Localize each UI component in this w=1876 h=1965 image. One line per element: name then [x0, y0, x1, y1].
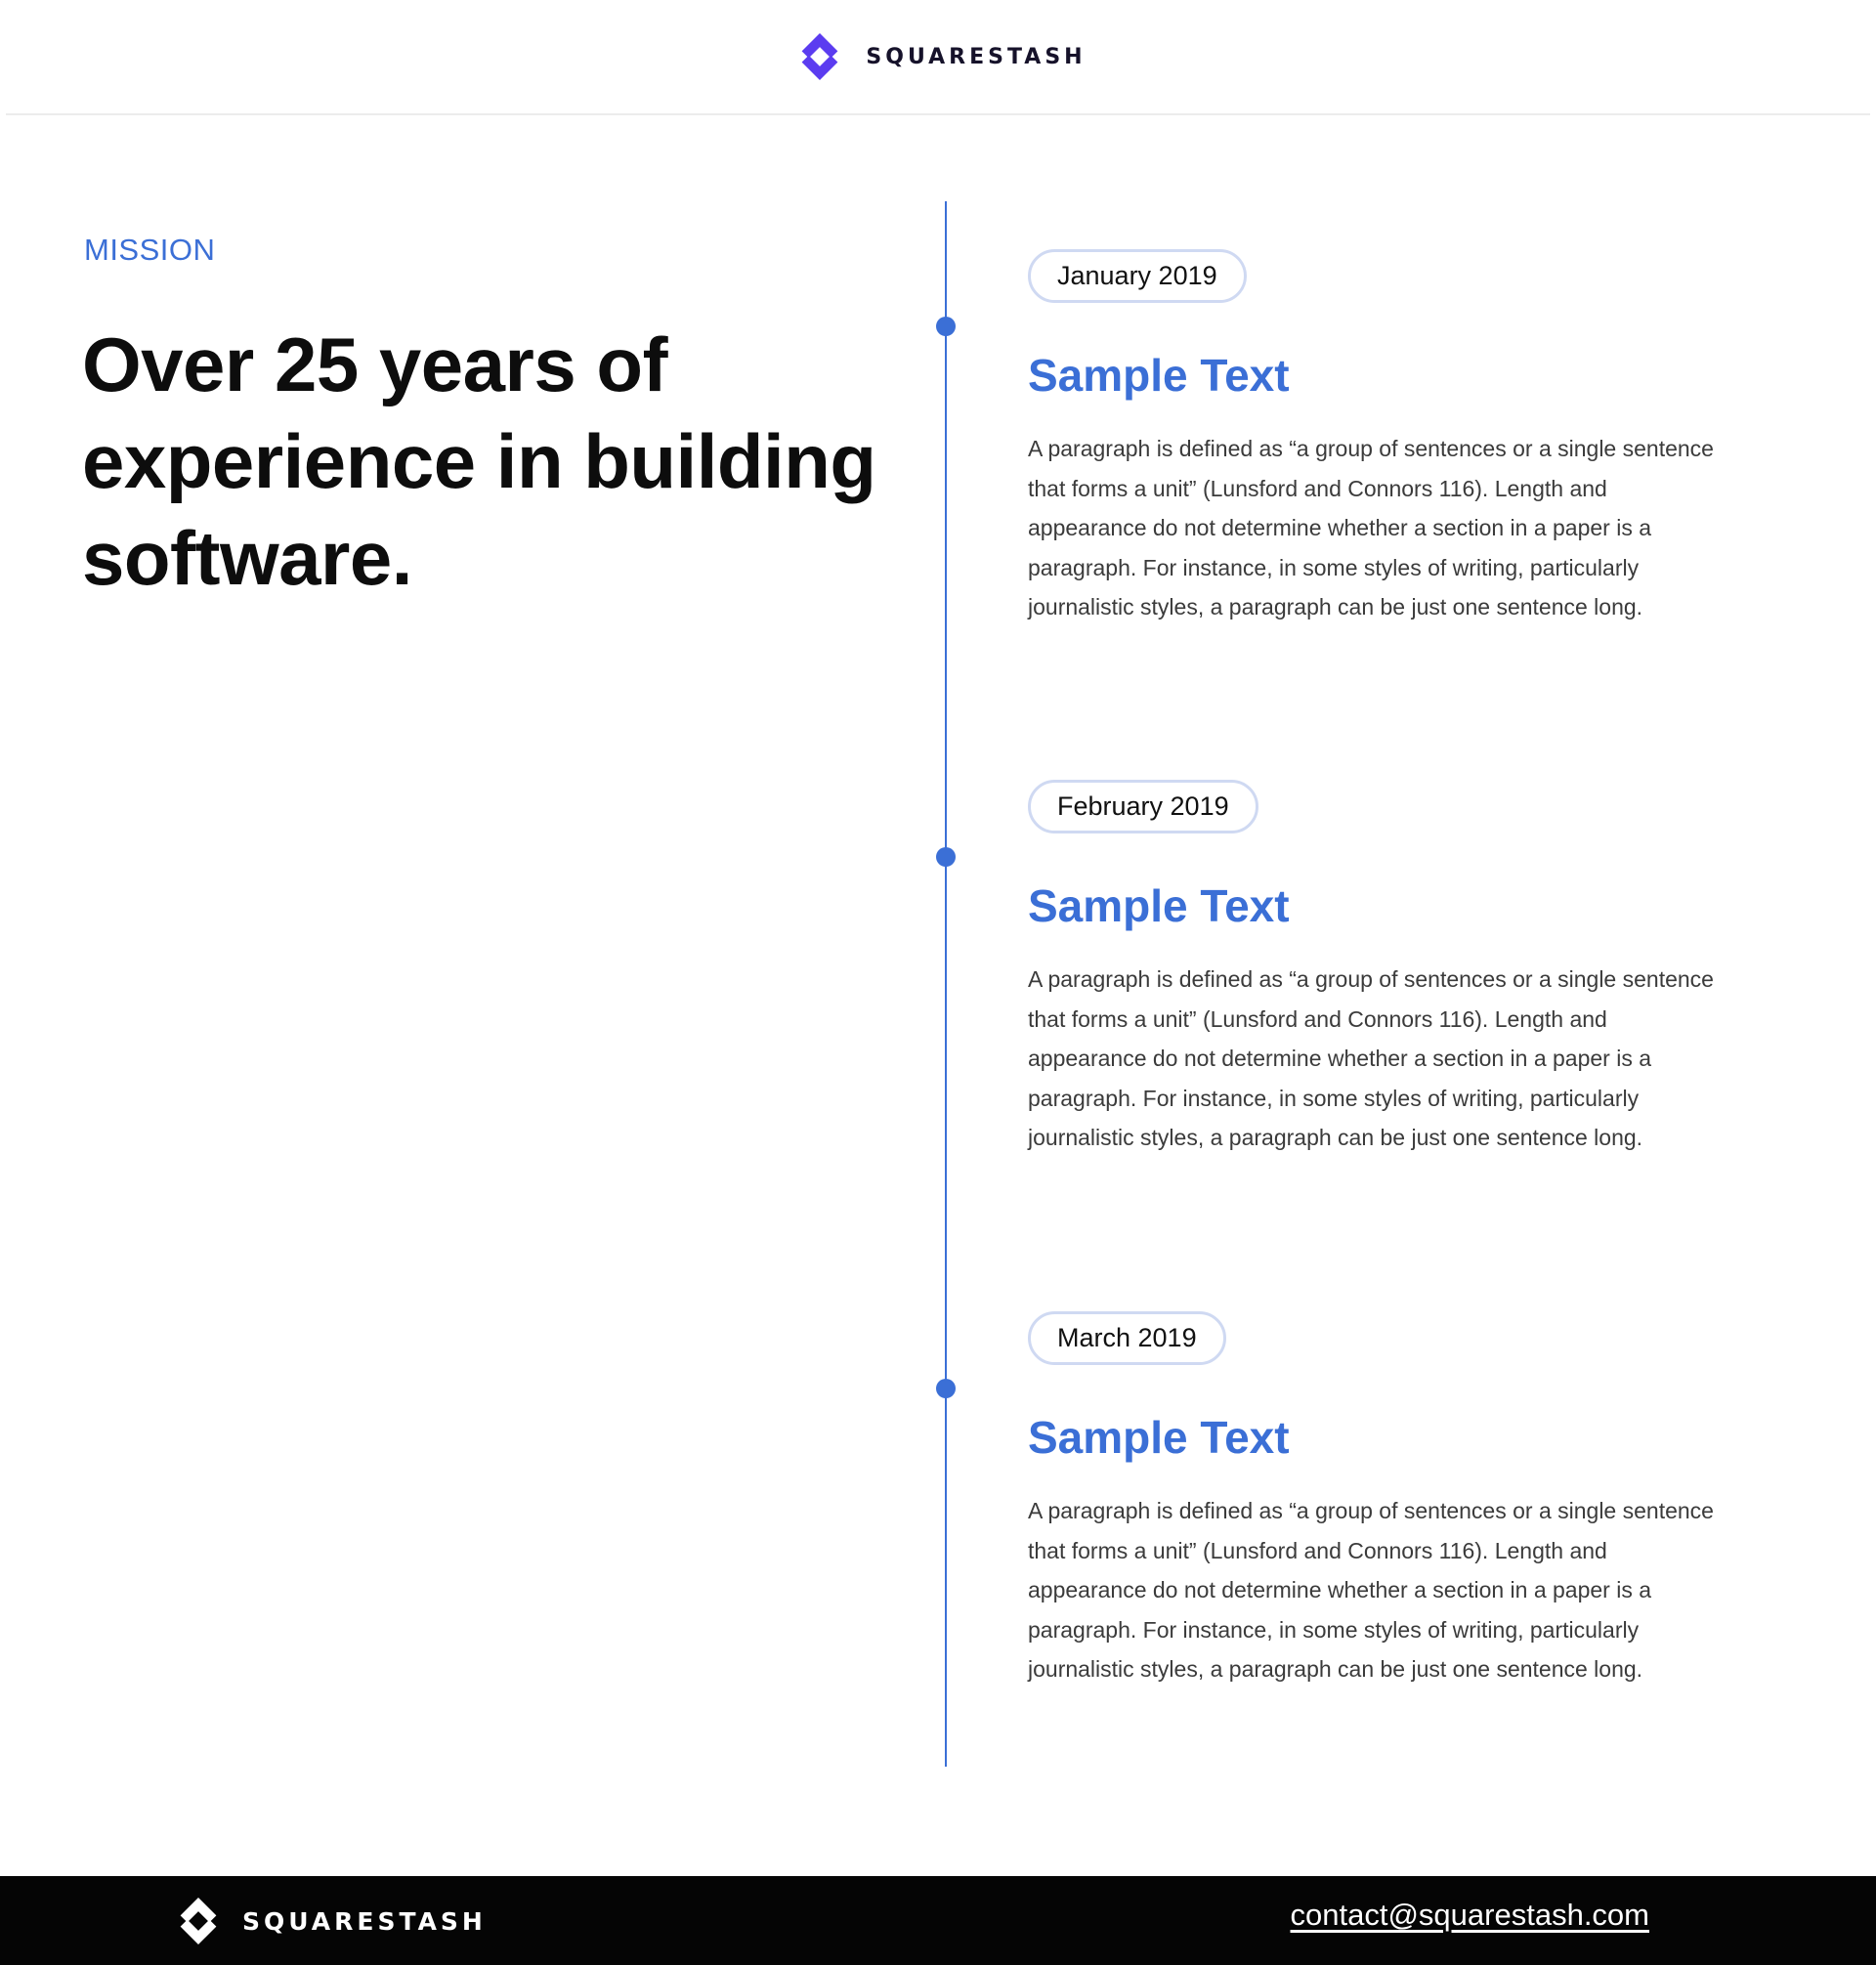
- timeline-event: [1028, 249, 1731, 627]
- event-body: A paragraph is defined as “a group of sentences or a single sentence that forms a unit” (Lunsford and Connors 116). Length and appearance do not determine whether a section in a paper is a paragraph. For instance, in some styles of writing, particularly journalistic styles, a paragraph can be just one sentence long.: [1028, 966, 1714, 1151]
- site-footer: [0, 1876, 1876, 1965]
- timeline-dot: [936, 1379, 956, 1398]
- header-brand[interactable]: [789, 26, 1086, 87]
- contact-email-link[interactable]: contact@squarestash.com: [1290, 1898, 1649, 1932]
- event-date-badge: January 2019: [1028, 249, 1247, 303]
- event-date-badge: February 2019: [1028, 780, 1258, 833]
- brand-name: SQUARESTASH: [866, 44, 1087, 69]
- event-title: Sample Text: [1028, 350, 1290, 401]
- section-label: MISSION: [84, 233, 216, 267]
- timeline-line: [945, 201, 947, 1767]
- timeline-dot: [936, 317, 956, 336]
- timeline-event: [1028, 780, 1731, 1158]
- event-body: A paragraph is defined as “a group of sentences or a single sentence that forms a unit” (Lunsford and Connors 116). Length and appearance do not determine whether a section in a paper is a paragraph. For instance, in some styles of writing, particularly journalistic styles, a paragraph can be just one sentence long.: [1028, 1498, 1714, 1683]
- timeline-event: [1028, 1311, 1731, 1689]
- event-date-badge: March 2019: [1028, 1311, 1226, 1365]
- site-header: [6, 0, 1870, 115]
- event-title: Sample Text: [1028, 880, 1290, 931]
- squarestash-logo-icon: [789, 26, 850, 87]
- squarestash-logo-icon: [168, 1891, 229, 1951]
- footer-brand[interactable]: [168, 1891, 487, 1951]
- event-body: A paragraph is defined as “a group of sentences or a single sentence that forms a unit” (Lunsford and Connors 116). Length and appearance do not determine whether a section in a paper is a paragraph. For instance, in some styles of writing, particularly journalistic styles, a paragraph can be just one sentence long.: [1028, 436, 1714, 620]
- event-title: Sample Text: [1028, 1412, 1290, 1463]
- mission-headline: Over 25 years of experience in building software.: [82, 321, 876, 601]
- timeline-dot: [936, 847, 956, 867]
- footer-brand-name: SQUARESTASH: [242, 1906, 487, 1936]
